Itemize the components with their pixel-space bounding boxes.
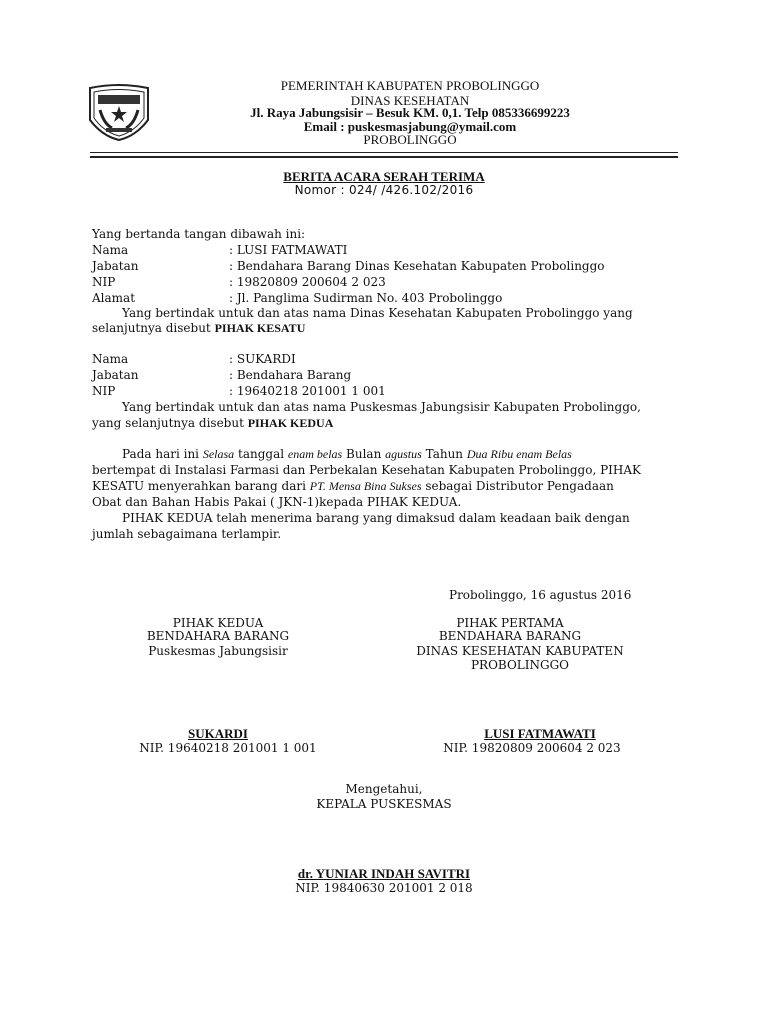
intro-text: Yang bertanda tangan dibawah ini: (92, 227, 306, 241)
text-segment: Pada hari ini (122, 447, 203, 461)
head-name: dr. YUNIAR INDAH SAVITRI (297, 866, 471, 881)
day-name: Selasa (202, 447, 235, 461)
sign-right-nip: NIP. 19820809 200604 2 023 (443, 741, 621, 755)
body-p1-line1 (122, 446, 572, 462)
party2-nama-value: : SUKARDI (229, 352, 296, 366)
text-segment: Bulan (342, 447, 386, 461)
regency-emblem-logo (86, 80, 152, 142)
date-words: enam belas (287, 447, 343, 461)
sign-left-name: SUKARDI (188, 726, 248, 741)
text-segment: Tahun (421, 447, 467, 461)
sign-right-name: LUSI FATMAWATI (484, 726, 596, 741)
letterhead-email: Email : puskesmasjabung@ymail.com (303, 119, 517, 134)
body-p1-line4: Obat dan Bahan Habis Pakai ( JKN-1)kepada PIHAK KEDUA. (92, 495, 462, 509)
sign-right-role: PIHAK PERTAMA (456, 616, 564, 630)
party1-alamat-label: Alamat (92, 291, 136, 305)
sign-left-position: BENDAHARA BARANG (146, 629, 290, 643)
party2-acting-text: yang selanjutnya disebut (92, 416, 248, 430)
sign-left-nip: NIP. 19640218 201001 1 001 (139, 741, 317, 755)
party1-acting-text: selanjutnya disebut (92, 321, 215, 335)
text-segment: tanggal (234, 447, 288, 461)
party1-jabatan-value: : Bendahara Barang Dinas Kesehatan Kabupaten Probolinggo (229, 259, 605, 273)
text-segment: sebagai Distributor Pengadaan (421, 479, 614, 493)
acknowledged-label: Mengetahui, (345, 782, 423, 796)
sign-left-role: PIHAK KEDUA (172, 616, 264, 630)
letterhead-agency: DINAS KESEHATAN (350, 93, 470, 108)
party2-jabatan-label: Jabatan (92, 368, 139, 382)
party2-nip-label: NIP (92, 384, 116, 398)
year-words: Dua Ribu enam Belas (466, 447, 572, 461)
sign-right-position: BENDAHARA BARANG (438, 629, 582, 643)
body-p1-line3 (92, 478, 614, 494)
party1-nip-label: NIP (92, 275, 116, 289)
month-name: agustus (385, 447, 422, 461)
party2-nama-label: Nama (92, 352, 129, 366)
letterhead-city: PROBOLINGGO (363, 132, 457, 147)
letterhead-address: Jl. Raya Jabungsisir – Besuk KM. 0,1. Telp 085336699223 (250, 105, 570, 120)
party1-nama-value: : LUSI FATMAWATI (229, 243, 348, 257)
party2-jabatan-value: : Bendahara Barang (229, 368, 352, 382)
body-p1-line2: bertempat di Instalasi Farmasi dan Perbekalan Kesehatan Kabupaten Probolinggo, PIHAK (92, 463, 641, 477)
letterhead-divider-thin (90, 152, 678, 153)
sign-right-org-line1: DINAS KESEHATAN KABUPATEN (416, 644, 624, 658)
distributor-name: PT. Mensa Bina Sukses (309, 479, 422, 493)
party1-acting-line2 (92, 320, 305, 336)
party1-nip-value: : 19820809 200604 2 023 (229, 275, 386, 289)
place-date: Probolinggo, 16 agustus 2016 (449, 588, 632, 602)
body-p2-line2: jumlah sebagaimana terlampir. (92, 527, 282, 541)
document-number: Nomor : 024/ /426.102/2016 (294, 183, 474, 197)
text-segment: KESATU menyerahkan barang dari (92, 479, 310, 493)
party2-nip-value: : 19640218 201001 1 001 (229, 384, 386, 398)
head-nip: NIP. 19840630 201001 2 018 (295, 881, 473, 895)
head-title: KEPALA PUSKESMAS (316, 797, 452, 811)
letterhead-divider-thick (90, 156, 678, 158)
party1-jabatan-label: Jabatan (92, 259, 139, 273)
party1-acting-line1: Yang bertindak untuk dan atas nama Dinas Kesehatan Kabupaten Probolinggo yang (122, 306, 633, 320)
party1-alamat-value: : Jl. Panglima Sudirman No. 403 Probolinggo (229, 291, 503, 305)
party1-nama-label: Nama (92, 243, 129, 257)
party1-designation: PIHAK KESATU (214, 321, 306, 335)
sign-left-org: Puskesmas Jabungsisir (148, 644, 288, 658)
body-p2-line1: PIHAK KEDUA telah menerima barang yang dimaksud dalam keadaan baik dengan (122, 511, 630, 525)
party2-designation: PIHAK KEDUA (247, 416, 334, 430)
party2-acting-line2 (92, 415, 333, 431)
sign-right-org-line2: PROBOLINGGO (470, 658, 570, 672)
party2-acting-line1: Yang bertindak untuk dan atas nama Puskesmas Jabungsisir Kabupaten Probolinggo, (122, 400, 641, 414)
document-title: BERITA ACARA SERAH TERIMA (283, 169, 485, 184)
letterhead-government: PEMERINTAH KABUPATEN PROBOLINGGO (280, 78, 540, 93)
